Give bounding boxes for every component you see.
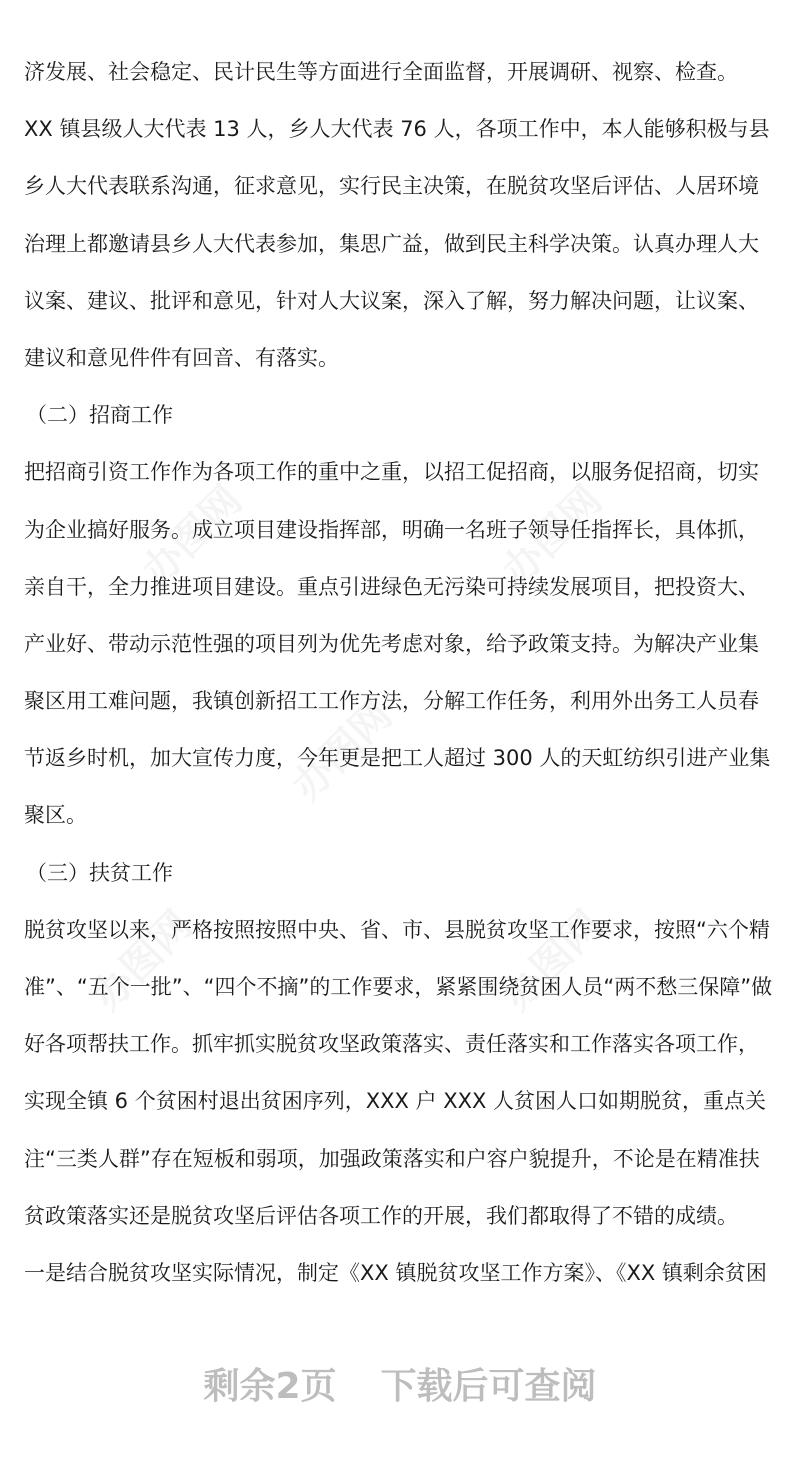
paragraph-line: 议案、建议、批评和意见，针对人大议案，深入了解，努力解决问题，让议案、 (24, 288, 759, 313)
paragraph-line: XX 镇县级人大代表 13 人，乡人大代表 76 人，各项工作中，本人能够积极与县 (24, 117, 770, 142)
paragraph-line: 聚区用工难问题，我镇创新招工工作方法，分解工作任务，利用外出务工人员春 (24, 689, 759, 714)
remaining-pages-label: 剩余2页 (203, 1366, 337, 1407)
paragraph-line: 节返乡时机，加大宣传力度，今年更是把工人超过 300 人的天虹纺织引进产业集 (24, 746, 771, 771)
paragraph-line: 乡人大代表联系沟通，征求意见，实行民主决策，在脱贫攻坚后评估、人居环境 (24, 174, 759, 199)
paragraph-line: 一是结合脱贫攻坚实际情况，制定《XX 镇脱贫攻坚工作方案》、《XX 镇剩余贫困 (24, 1260, 767, 1285)
body-text (24, 44, 784, 1302)
section-heading-poverty: （三）扶贫工作 (26, 860, 173, 885)
paragraph-line: 治理上都邀请县乡人大代表参加，集思广益，做到民主科学决策。认真办理人大 (24, 231, 759, 256)
paragraph-line: 脱贫攻坚以来，严格按照按照中央、省、市、县脱贫攻坚工作要求，按照“六个精 (24, 917, 770, 942)
paragraph-line: 实现全镇 6 个贫困村退出贫困序列，XXX 户 XXX 人贫困人口如期脱贫，重点关 (24, 1089, 767, 1114)
section-heading-investment: （二）招商工作 (26, 403, 173, 428)
paragraph-line: 建议和意见件件有回音、有落实。 (24, 345, 339, 370)
paragraph-line: 产业好、带动示范性强的项目列为优先考虑对象，给予政策支持。为解决产业集 (24, 631, 759, 656)
paragraph-line: 好各项帮扶工作。抓牢抓实脱贫攻坚政策落实、责任落实和工作落实各项工作， (24, 1032, 759, 1057)
paragraph-line: 为企业搞好服务。成立项目建设指挥部，明确一名班子领导任指挥长，具体抓， (24, 517, 759, 542)
paragraph-line: 亲自干，全力推进项目建设。重点引进绿色无污染可持续发展项目，把投资大、 (24, 574, 759, 599)
paragraph-line: 聚区。 (24, 803, 87, 828)
download-prompt-banner[interactable] (0, 1358, 800, 1409)
paragraph-line: 把招商引资工作作为各项工作的重中之重，以招工促招商，以服务促招商，切实 (24, 460, 759, 485)
paragraph-line: 贫政策落实还是脱贫攻坚后评估各项工作的开展，我们都取得了不错的成绩。 (24, 1203, 738, 1228)
paragraph-line: 济发展、社会稳定、民计民生等方面进行全面监督，开展调研、视察、检查。 (24, 60, 738, 84)
paragraph-line: 准”、“五个一批”、“四个不摘”的工作要求，紧紧围绕贫困人员“两不愁三保障”做 (24, 975, 773, 999)
paragraph-line: 注“三类人群”存在短板和弱项，加强政策落实和户容户貌提升，不论是在精准扶 (24, 1146, 760, 1171)
download-to-view-label: 下载后可查阅 (380, 1366, 597, 1407)
